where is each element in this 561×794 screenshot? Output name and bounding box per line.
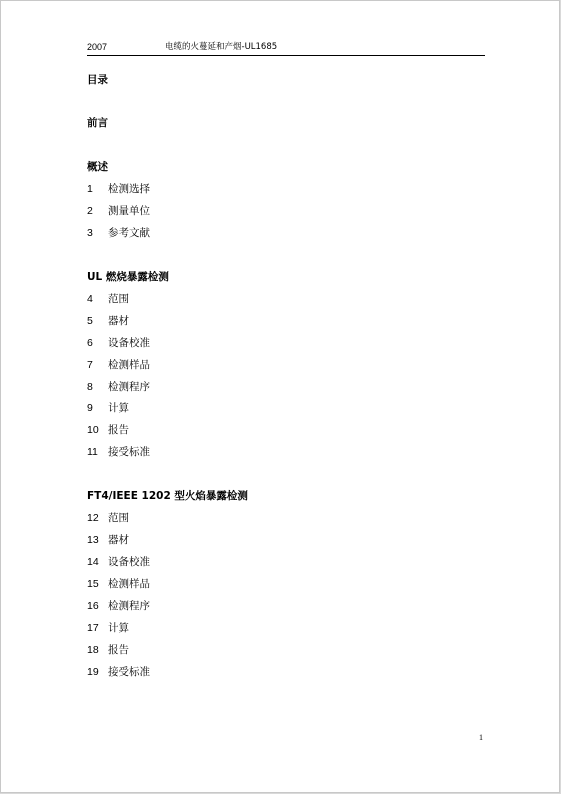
toc-entry-label: 报告: [108, 644, 129, 656]
toc-entry-label: 参考文献: [108, 227, 150, 239]
toc-entry-label: 范围: [108, 512, 129, 524]
toc-entry-number: 14: [87, 556, 99, 568]
toc-entry-number: 10: [87, 424, 99, 436]
toc-entry-label: 检测样品: [108, 359, 150, 371]
toc-entry-number: 19: [87, 666, 99, 678]
toc-entry-label: 器材: [108, 315, 129, 327]
toc-entry-number: 2: [87, 205, 93, 217]
ft4-test-heading: FT4/IEEE 1202 型火焰暴露检测: [87, 490, 248, 502]
header-year: 2007: [87, 42, 108, 52]
toc-entry-number: 18: [87, 644, 99, 656]
toc-entry-number: 1: [87, 183, 93, 195]
header-document-title: 电缆的火蔓延和产烟-UL1685: [165, 42, 278, 52]
toc-entry-label: 设备校准: [108, 337, 150, 349]
toc-entry-label: 检测程序: [108, 600, 150, 612]
page-number: 1: [479, 733, 483, 742]
toc-entry-number: 16: [87, 600, 99, 612]
ul-test-heading: UL 燃烧暴露检测: [87, 271, 169, 283]
toc-entry-label: 计算: [108, 622, 129, 634]
toc-entry-label: 计算: [108, 402, 129, 414]
toc-entry-label: 检测样品: [108, 578, 150, 590]
preface-heading: 前言: [87, 117, 108, 129]
toc-entry-number: 13: [87, 534, 99, 546]
toc-entry-number: 7: [87, 359, 93, 371]
toc-entry-number: 11: [87, 446, 98, 458]
toc-entry-label: 测量单位: [108, 205, 150, 217]
toc-entry-number: 17: [87, 622, 99, 634]
overview-heading: 概述: [87, 161, 108, 173]
toc-entry-label: 设备校准: [108, 556, 150, 568]
toc-entry-number: 15: [87, 578, 99, 590]
toc-entry-label: 器材: [108, 534, 129, 546]
contents-heading: 目录: [87, 74, 108, 86]
toc-entry-label: 接受标准: [108, 446, 150, 458]
toc-entry-number: 12: [87, 512, 99, 524]
toc-entry-label: 范围: [108, 293, 129, 305]
toc-entry-label: 检测程序: [108, 381, 150, 393]
toc-entry-number: 3: [87, 227, 93, 239]
document-page: [1, 1, 559, 792]
page-header: [87, 42, 485, 56]
toc-entry-number: 9: [87, 402, 93, 414]
toc-entry-number: 8: [87, 381, 93, 393]
toc-entry-number: 6: [87, 337, 93, 349]
toc-entry-label: 检测选择: [108, 183, 150, 195]
toc-entry-label: 接受标准: [108, 666, 150, 678]
toc-entry-number: 4: [87, 293, 93, 305]
toc-entry-number: 5: [87, 315, 93, 327]
toc-entry-label: 报告: [108, 424, 129, 436]
